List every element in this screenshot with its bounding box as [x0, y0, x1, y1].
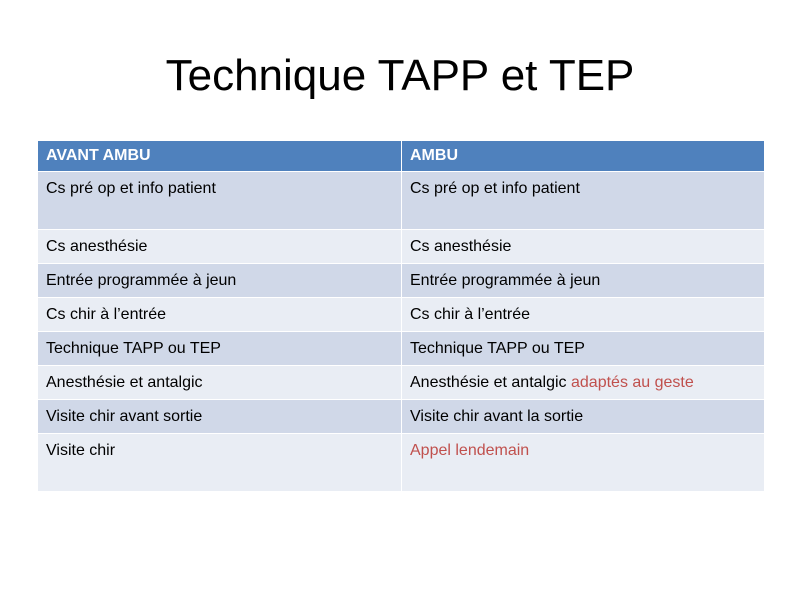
table-header-row	[38, 141, 765, 172]
ambu-cell	[402, 400, 765, 434]
ambu-cell-text: Cs pré op et info patient	[410, 180, 580, 197]
ambu-cell	[402, 434, 765, 492]
comparison-table	[37, 140, 765, 492]
avant-ambu-cell: Technique TAPP ou TEP	[38, 332, 402, 366]
ambu-cell-text: Technique TAPP ou TEP	[410, 340, 585, 357]
avant-ambu-cell: Cs pré op et info patient	[38, 172, 402, 230]
ambu-cell	[402, 332, 765, 366]
table-row	[38, 366, 765, 400]
column-header-avant-ambu: AVANT AMBU	[38, 141, 402, 172]
table-row	[38, 230, 765, 264]
ambu-cell-text: Cs anesthésie	[410, 238, 512, 255]
ambu-cell-text: Visite chir avant la sortie	[410, 408, 584, 425]
ambu-cell-highlight: adaptés au geste	[571, 374, 694, 391]
ambu-cell-text: Entrée programmée à jeun	[410, 272, 601, 289]
table-row	[38, 172, 765, 230]
ambu-cell	[402, 172, 765, 230]
avant-ambu-cell: Visite chir avant sortie	[38, 400, 402, 434]
ambu-cell-highlight: Appel lendemain	[410, 442, 530, 459]
column-header-ambu: AMBU	[402, 141, 765, 172]
ambu-cell-text: Anesthésie et antalgic	[410, 374, 571, 391]
ambu-cell-text: Cs chir à l’entrée	[410, 306, 531, 323]
avant-ambu-cell: Cs anesthésie	[38, 230, 402, 264]
avant-ambu-cell: Cs chir à l’entrée	[38, 298, 402, 332]
slide-title: Technique TAPP et TEP	[165, 51, 635, 100]
ambu-cell	[402, 366, 765, 400]
table-row	[38, 434, 765, 492]
table-row	[38, 298, 765, 332]
table-row	[38, 264, 765, 298]
avant-ambu-cell: Anesthésie et antalgic	[38, 366, 402, 400]
ambu-cell	[402, 298, 765, 332]
table-row	[38, 332, 765, 366]
avant-ambu-cell: Entrée programmée à jeun	[38, 264, 402, 298]
avant-ambu-cell: Visite chir	[38, 434, 402, 492]
ambu-cell	[402, 264, 765, 298]
table-row	[38, 400, 765, 434]
ambu-cell	[402, 230, 765, 264]
